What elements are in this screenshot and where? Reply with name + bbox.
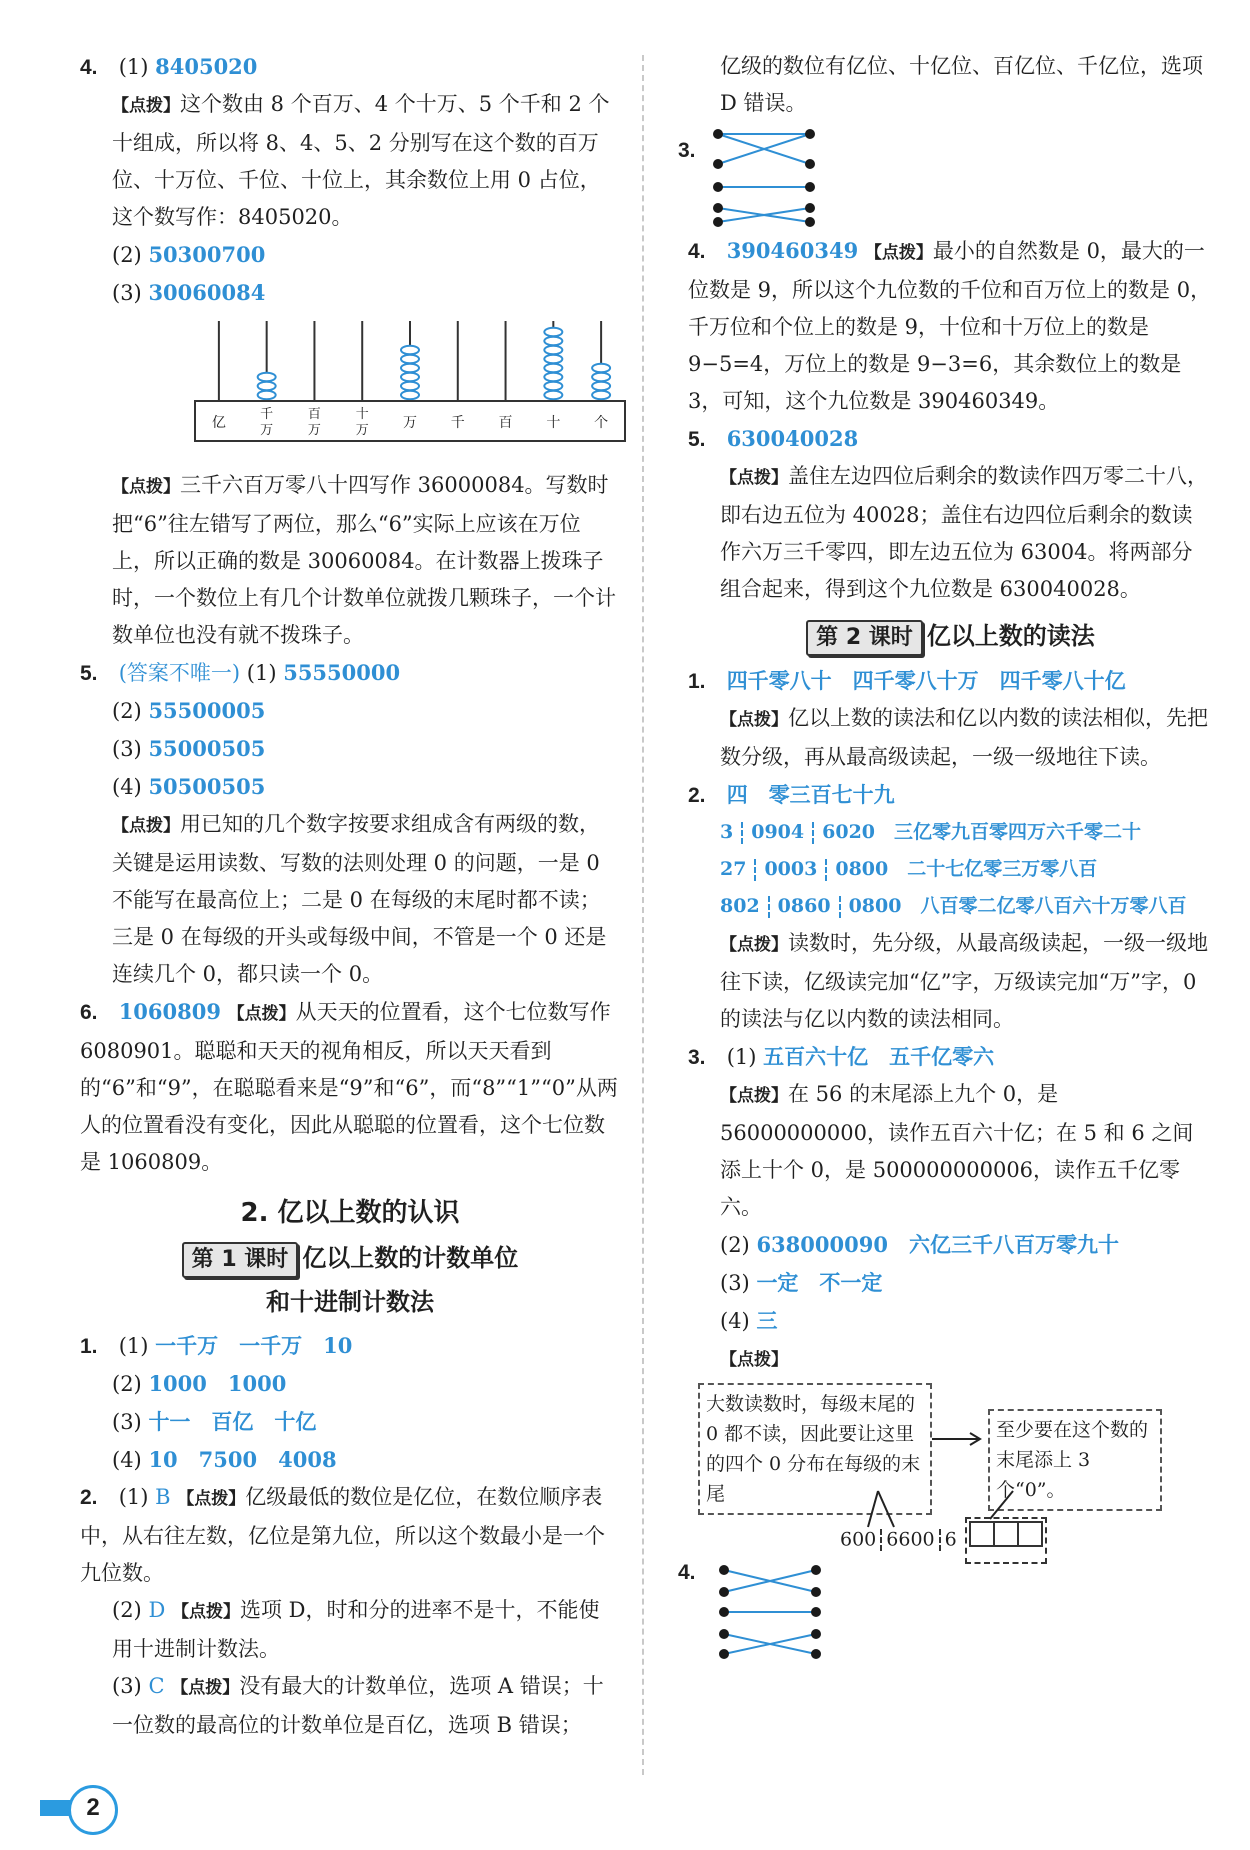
abacus-bead	[592, 373, 610, 381]
abacus-bead	[401, 355, 419, 363]
hint-label: 【点拨】	[112, 816, 180, 836]
question-number: 3.	[678, 139, 696, 162]
question-number: 4.	[678, 1561, 696, 1584]
lesson-1-title	[80, 1240, 620, 1278]
abacus-label: 万	[403, 415, 417, 431]
hint-label: 【点拨】	[720, 1086, 788, 1106]
hint-label: 【点拨】	[864, 243, 933, 263]
abacus-label: 万	[307, 423, 321, 438]
abacus-bead	[544, 346, 562, 354]
abacus-bead	[544, 337, 562, 345]
part-2	[80, 236, 620, 274]
split-part: 3	[720, 821, 734, 843]
hint-text: 亿级最低的数位是亿位，在数位顺序表中，从右往左数，亿位是第九位，所以这个数最小是一个九位数。	[80, 1485, 605, 1585]
hint-text: 最小的自然数是 0，最大的一位数是 9，所以这个九位数的千位和百万位上的数是 0，千万位和个位上的数是 9，十位和十万位上的数是 9−5=4，万位上的数是 9−3=6，其余数位上的数是 3，可知，这个九位数是 390460349。	[688, 239, 1212, 413]
question-number: 2.	[80, 1486, 98, 1509]
l2-question-3	[688, 1038, 1213, 1076]
part-label: (2)	[112, 243, 142, 267]
abacus-bead	[258, 373, 276, 381]
answer: D	[148, 1598, 166, 1622]
part-4	[80, 1441, 620, 1479]
hint	[688, 700, 1213, 776]
part-label: (1)	[118, 1334, 149, 1358]
hint-text: 用已知的几个数字按要求组成含有两级的数，关键是运用读数、写数的法则处理 0 的问题，一是 0 不能写在最高位上；二是 0 在每级的末尾时都不读；三是 0 在每级的开头或每级中间，不管是一个 0 还是连续几个 0，都只读一个 0。	[112, 812, 607, 986]
part-label: (3)	[112, 1674, 142, 1698]
hint	[80, 86, 620, 236]
answer: 1000 1000	[148, 1371, 287, 1396]
abacus-label: 千	[260, 407, 274, 422]
question-number: 1.	[688, 670, 706, 693]
answer: 8405020	[155, 54, 258, 79]
part-label: (1)	[726, 1045, 757, 1069]
question-number: 2.	[688, 784, 706, 807]
part-3	[80, 274, 620, 312]
hint	[688, 1340, 1213, 1379]
abacus-bead	[592, 382, 610, 390]
continued-hint: 亿级的数位有亿位、十亿位、百亿位、千亿位，选项 D 错误。	[720, 54, 1203, 115]
abacus-bead	[401, 364, 419, 372]
question-number: 3.	[688, 1046, 706, 1069]
question-number: 6.	[80, 1001, 98, 1024]
abacus-bead	[401, 346, 419, 354]
question-4	[80, 48, 620, 86]
part-3	[80, 1668, 620, 1744]
abacus-bead	[258, 391, 276, 399]
answer: 十一 百亿 十亿	[148, 1409, 317, 1434]
lesson-badge: 第 2 课时	[806, 620, 923, 656]
answer: 55500005	[148, 698, 266, 723]
part-label: (4)	[720, 1309, 750, 1333]
part-label: (4)	[112, 1448, 142, 1472]
split-part: 0800	[835, 858, 889, 880]
part-3	[688, 1264, 1213, 1302]
part-label: (2)	[720, 1233, 750, 1257]
abacus-bead	[544, 364, 562, 372]
abacus-label: 亿	[211, 415, 226, 431]
abacus-bead	[401, 382, 419, 390]
hint-label: 【点拨】	[720, 1350, 788, 1370]
answer: 四 零三百七十九	[726, 782, 895, 807]
l2-question-1	[688, 662, 1213, 700]
answer: 1060809	[118, 999, 221, 1024]
answer: 55000505	[148, 736, 266, 761]
l2-question-2	[688, 776, 1213, 814]
hint	[80, 806, 620, 993]
question-number: 4.	[80, 56, 98, 79]
explanation-box: 大数读数时，每级末尾的 0 都不读，因此要让这里的四个 0 分布在每级的末尾	[698, 1383, 932, 1515]
abacus-label: 千	[450, 415, 465, 431]
hint-label: 【点拨】	[171, 1678, 240, 1698]
question-number: 4.	[688, 240, 706, 263]
l1-question-2	[80, 1479, 620, 1592]
question-5	[80, 654, 620, 692]
abacus-bead	[544, 328, 562, 336]
abacus-label: 个	[594, 415, 609, 431]
reading: 八百零二亿零八百六十万零八百	[920, 895, 1187, 917]
hint-text: 选项 D，时和分的进率不是十，不能使用十进制计数法。	[112, 1598, 600, 1661]
abacus-svg	[190, 316, 630, 461]
abacus-bead	[592, 364, 610, 372]
lesson-title-text: 亿以上数的计数单位	[302, 1244, 519, 1272]
answer: 一定 不一定	[756, 1270, 883, 1295]
answer-note: (答案不唯一)	[118, 661, 241, 685]
question-5	[688, 420, 1213, 458]
abacus-label: 万	[355, 423, 369, 438]
hint-label: 【点拨】	[720, 935, 788, 955]
answer: 30060084	[148, 280, 266, 305]
answer: 638000090 六亿三千八百万零九十	[756, 1232, 1119, 1257]
split-row-1	[688, 814, 1213, 851]
hint-label: 【点拨】	[720, 468, 788, 488]
hint	[688, 925, 1213, 1038]
left-column	[80, 48, 620, 1744]
part-2	[80, 1365, 620, 1403]
hint-text: 从天天的位置看，这个七位数写作 6080901。聪聪和天天的视角相反，所以天天看到的“6”和“9”，在聪聪看来是“9”和“6”，而“8”“1”“0”从两人的位置看没有变化，因此从聪聪的位置看，这个七位数是 1060809。	[80, 1000, 618, 1174]
answer: 10 7500 4008	[148, 1447, 337, 1472]
question-6	[80, 993, 620, 1181]
split-row-2	[688, 851, 1213, 888]
lesson-title-text: 亿以上数的读法	[926, 622, 1095, 650]
split-part: 802	[720, 895, 760, 917]
hint-label: 【点拨】	[720, 710, 788, 730]
hint-text: 亿以上数的读法和亿以内数的读法相似，先把数分级，再从最高级读起，一级一级地往下读。	[720, 706, 1208, 769]
part-4	[688, 1302, 1213, 1340]
page-number: 2	[68, 1785, 118, 1835]
part-label: (1)	[118, 1485, 149, 1509]
hint	[80, 467, 620, 654]
abacus-bead	[544, 373, 562, 381]
abacus-bead	[544, 382, 562, 390]
number-part: 6	[944, 1528, 957, 1551]
answer: B	[155, 1485, 171, 1509]
abacus-bead	[258, 382, 276, 390]
answer: 630040028	[726, 426, 859, 451]
hint	[688, 458, 1213, 608]
answer: 50300700	[148, 242, 266, 267]
answer: 55550000	[283, 660, 401, 685]
question-number: 1.	[80, 1335, 98, 1358]
part-label: (3)	[112, 281, 142, 305]
matching-lines-3	[710, 122, 830, 232]
part-label: (1)	[118, 55, 149, 79]
part-label: (2)	[112, 1372, 142, 1396]
part-label: (3)	[112, 737, 142, 761]
answer: 四千零八十 四千零八十万 四千零八十亿	[726, 668, 1126, 693]
answer: 一千万 一千万 10	[155, 1333, 353, 1358]
reading: 二十七亿零三万零八百	[907, 858, 1098, 880]
number-part: 6600	[886, 1528, 935, 1551]
hint-label: 【点拨】	[177, 1489, 246, 1509]
abacus-label: 万	[260, 423, 274, 438]
answer: 三	[756, 1308, 778, 1333]
part-label: (2)	[112, 1598, 142, 1622]
lesson-2-title	[688, 618, 1213, 656]
answer: C	[148, 1674, 165, 1698]
column-divider	[642, 55, 644, 1775]
conclusion-box: 至少要在这个数的末尾添上 3 个“0”。	[988, 1409, 1162, 1511]
question-number: 5.	[80, 662, 98, 685]
abacus-bead	[401, 373, 419, 381]
lesson-badge: 第 1 课时	[182, 1242, 299, 1278]
abacus-bead	[592, 391, 610, 399]
hint-text: 读数时，先分级，从最高级读起，一级一级地往下读，亿级读完加“亿”字，万级读完加“万”字，0 的读法与亿以内数的读法相同。	[720, 931, 1208, 1031]
split-row-3	[688, 888, 1213, 925]
part-3	[80, 730, 620, 768]
split-part: 0904	[751, 821, 805, 843]
abacus-label: 百	[498, 415, 513, 431]
right-column	[678, 48, 1213, 1654]
answer: 50500505	[148, 774, 266, 799]
split-part: 0800	[848, 895, 902, 917]
answer: 五百六十亿 五千亿零六	[763, 1044, 995, 1069]
abacus-bead	[401, 391, 419, 399]
hint-label: 【点拨】	[112, 96, 180, 116]
hint-label: 【点拨】	[112, 477, 180, 497]
part-label: (4)	[112, 775, 142, 799]
number-part: 600	[840, 1528, 877, 1551]
matching-lines-4	[716, 1562, 836, 1662]
split-part: 0860	[777, 895, 831, 917]
part-2	[80, 692, 620, 730]
abacus-label: 十	[355, 407, 369, 422]
split-part: 27	[720, 858, 747, 880]
hint-text: 三千六百万零八十四写作 36000084。写数时把“6”往左错写了两位，那么“6”实际上应该在万位上，所以正确的数是 30060084。在计数器上拨珠子时，一个数位上有几个计数单位就拨几颗珠子，一个计数单位也没有就不拨珠子。	[112, 473, 616, 647]
hint	[688, 1076, 1213, 1226]
answer: 390460349	[726, 238, 859, 263]
hint-text: 没有最大的计数单位，选项 A 错误；十一位数的最高位的计数单位是百亿，选项 B 错误；	[112, 1674, 604, 1737]
hint-text: 盖住左边四位后剩余的数读作四万零二十八，即右边五位为 40028；盖住右边四位后剩余的数读作六万三千零四，即左边五位为 63004。将两部分组合起来，得到这个九位数是 630040028。	[720, 464, 1208, 601]
part-2	[688, 1226, 1213, 1264]
part-2	[80, 1592, 620, 1668]
split-part: 0003	[764, 858, 818, 880]
hint-text: 在 56 的末尾添上九个 0，是 56000000000，读作五百六十亿；在 5 和 6 之间添上十个 0，是 500000000006，读作五千亿零六。	[720, 1082, 1194, 1219]
q4-matching	[678, 1554, 1213, 1654]
abacus-label: 百	[307, 407, 321, 422]
part-label: (2)	[112, 699, 142, 723]
abacus-bead	[544, 355, 562, 363]
part-label: (1)	[246, 661, 277, 685]
part-label: (3)	[112, 1410, 142, 1434]
abacus-label: 十	[546, 415, 561, 431]
q3-matching	[678, 122, 1213, 232]
hint-label: 【点拨】	[171, 1602, 240, 1622]
abacus-bead	[544, 391, 562, 399]
question-4	[688, 232, 1213, 420]
question-number: 5.	[688, 428, 706, 451]
hint-label: 【点拨】	[227, 1004, 296, 1024]
reading: 三亿零九百零四万六千零二十	[894, 821, 1142, 843]
part-label: (3)	[720, 1271, 750, 1295]
hint-diagram	[688, 1379, 1213, 1554]
lesson-1-subtitle: 和十进制计数法	[266, 1288, 434, 1316]
part-3	[80, 1403, 620, 1441]
part-4	[80, 768, 620, 806]
split-part: 6020	[822, 821, 876, 843]
section-title: 2. 亿以上数的认识	[240, 1198, 460, 1228]
l1-question-1	[80, 1327, 620, 1365]
hint-text: 这个数由 8 个百万、4 个十万、5 个千和 2 个十组成，所以将 8、4、5、2 分别写在这个数的百万位、十万位、千位、十位上，其余数位上用 0 占位，这个数写作：8405020。	[112, 92, 610, 229]
abacus-diagram	[190, 316, 630, 461]
